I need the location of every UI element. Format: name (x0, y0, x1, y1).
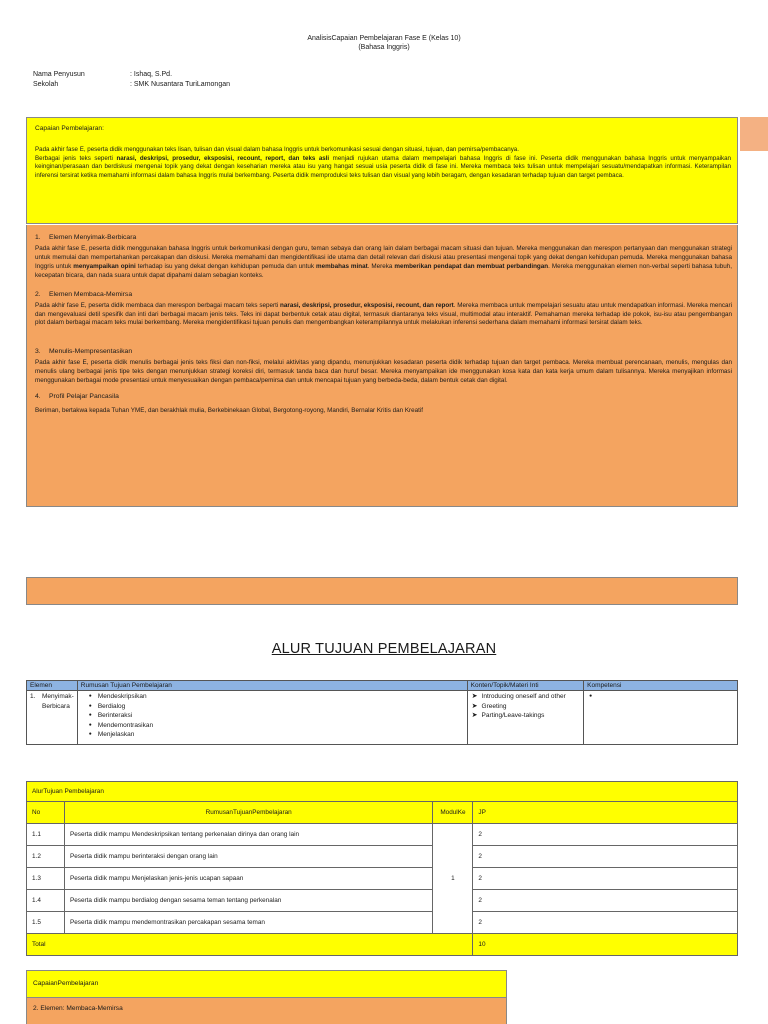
header-no: No (27, 802, 65, 824)
total-jp: 10 (473, 934, 738, 956)
header-elemen: Elemen (27, 681, 78, 691)
title-line-2: (Bahasa Inggris) (358, 44, 410, 51)
header-kompetensi: Kompetensi (584, 681, 738, 691)
s2-part-a: Pada akhir fase E, peserta didik membaca dan merespon berbagai macam teks seperti (35, 301, 281, 309)
list-item: ● Berdialog (99, 702, 464, 712)
elemen-number: 1. (30, 693, 36, 700)
section-4-title: Profil Pelajar Pancasila (49, 393, 119, 401)
bottom-heading: CapaianPembelajaran (27, 971, 506, 998)
section-4-number: 4. (35, 393, 41, 401)
table2-caption: AlurTujuan Pembelajaran (27, 782, 738, 802)
header-rumusan: RumusanTujuanPembelajaran (64, 802, 432, 824)
section-1-heading (35, 233, 732, 242)
list-item: ➤ Greeting (483, 702, 580, 712)
list-item: ● Mendemontrasikan (99, 721, 464, 731)
s1-bold-b: menyampaikan opini (73, 262, 136, 270)
table-total-row (27, 934, 738, 956)
row-no: 1.1 (27, 824, 65, 846)
section-3-heading (35, 347, 732, 356)
table-row (27, 846, 738, 868)
atp-heading: ALUR TUJUAN PEMBELAJARAN (271, 641, 497, 657)
table-row (27, 890, 738, 912)
section-1-title: Elemen Menyimak-Berbicara (49, 234, 137, 241)
penyusun-label: Nama Penyusun (33, 71, 85, 78)
row-jp: 2 (473, 868, 738, 890)
atp-elemen-table (26, 680, 738, 745)
section-2-heading (35, 290, 732, 299)
section-3-text: Pada akhir fase E, peserta didik menulis berbagai jenis teks fiksi dan non-fiksi, melalui aktivitas yang dipandu, menunjukkan kesadaran peserta didik terhadap tujuan dan target pembaca. Mereka membuat perencanaan, menulis, mengulas dan menulis ulang berbagai jenis tipe teks dengan menunjukkan strategi koreksi diri, termasuk tanda baca dan huruf besar. Mereka menyampaikan ide menggunakan kosa kata dan kata kerja umum dalam tulisannya. Mereka menyajikan informasi menggunakan berbagai mode presentasi untuk menyesuaikan dengan pembaca/pemirsa dan untuk mencapai tujuan yang berbeda-beda, dalam bentuk cetak dan digital. (35, 359, 732, 385)
section-4-text: Beriman, bertakwa kepada Tuhan YME, dan berakhlak mulia, Berkebinekaan Global, Bergotong-royong, Mandiri, Bernalar Kritis dan Kreatif (35, 407, 424, 415)
row-text: Peserta didik mampu mendemontrasikan percakapan sesama teman (64, 912, 432, 934)
total-label: Total (27, 934, 473, 956)
side-tab (740, 117, 768, 151)
bottom-elemen: 2. Elemen: Membaca-Memirsa (33, 1005, 123, 1012)
elemen-line-2: Berbicara (42, 702, 70, 710)
section-4-heading (35, 392, 732, 401)
row-no: 1.5 (27, 912, 65, 934)
header-rumusan: Rumusan Tujuan Pembelajaran (77, 681, 467, 691)
table-row (27, 691, 738, 745)
penyusun-value: : Ishaq, S.Pd. (130, 71, 173, 78)
capaian-heading: Capaian Pembelajaran: (35, 125, 104, 132)
modul-cell: 1 (433, 824, 473, 934)
row-jp: 2 (473, 846, 738, 868)
table-row (27, 912, 738, 934)
elemen-cell (27, 691, 78, 745)
atp-modul-table (26, 781, 738, 956)
s1-bold-f: memberikan pendapat dan membuat perbandingan (394, 262, 549, 270)
table-row (27, 868, 738, 890)
table-row (27, 824, 738, 846)
list-item: ● Berinteraksi (99, 711, 464, 721)
s1-part-g: . Mereka menggunakan elemen non-verbal seperti bahasa tubuh, kecepatan bicara, dan nada suara untuk dapat dipahami dalam sebagian konteks. (35, 262, 732, 279)
row-text: Peserta didik mampu berinteraksi dengan orang lain (64, 846, 432, 868)
header-modul: ModulKe (433, 802, 473, 824)
document-title (0, 34, 768, 52)
table-header-row (27, 802, 738, 824)
section-1-text (35, 245, 732, 281)
tujuan-cell (77, 691, 467, 745)
kompetensi-cell (584, 691, 738, 745)
capaian-paragraph-1: Pada akhir fase E, peserta didik menggunakan teks lisan, tulisan dan visual dalam bahasa Inggris untuk berkomunikasi sesuai dengan situasi, tujuan, dan pemirsa/pembacanya. (35, 146, 519, 153)
section-2-text (35, 302, 732, 329)
row-no: 1.4 (27, 890, 65, 912)
row-text: Peserta didik mampu Mendeskripsikan tentang perkenalan dirinya dan orang lain (64, 824, 432, 846)
header-jp: JP (473, 802, 738, 824)
row-text: Peserta didik mampu berdialog dengan sesama teman tentang perkenalan (64, 890, 432, 912)
section-2-title: Elemen Membaca-Memirsa (49, 290, 133, 298)
row-no: 1.2 (27, 846, 65, 868)
s1-bold-d: membahas minat (316, 262, 368, 270)
capaian-box (26, 117, 738, 224)
section-1-number: 1. (35, 234, 41, 241)
s1-part-c: terhadap isu yang dekat dengan kehidupan pemuda dan untuk (135, 262, 317, 270)
section-2-number: 2. (35, 290, 41, 298)
row-jp: 2 (473, 912, 738, 934)
elemen-line-1: Menyimak- (42, 693, 74, 700)
capaian-p2-text: Berbagai jenis teks seperti (35, 154, 117, 162)
capaian-paragraph-2 (35, 155, 731, 181)
table-caption-row (27, 782, 738, 802)
list-item: ● Menjelaskan (99, 730, 464, 740)
row-jp: 2 (473, 824, 738, 846)
elemen-box (26, 225, 738, 507)
section-3-number: 3. (35, 348, 41, 356)
table-header-row (27, 681, 738, 691)
row-no: 1.3 (27, 868, 65, 890)
sekolah-label: Sekolah (33, 81, 59, 88)
sekolah-value: : SMK Nusantara TuriLamongan (130, 81, 230, 88)
list-item: ➤ Parting/Leave-takings (483, 711, 580, 721)
capaian-p2-bold: narasi, deskripsi, prosedur, eksposisi, recount, report, dan teks asli (116, 154, 330, 162)
orange-bar (26, 577, 738, 605)
list-item: ➤ Introducing oneself and other (483, 692, 580, 702)
s2-bold-b: narasi, deskripsi, prosedur, eksposisi, recount, dan report (280, 301, 454, 309)
capaian-p2-text-2: menjadi rujukan utama dalam mempelajari bahasa Inggris di fase ini. Peserta didik menggunakan bahasa Inggris untuk menyampaikan keinginan/perasaan dan berdiskusi mengenai topik yang dekat dengan keseharian mereka atau isu yang hangat sesuai usia peserta didik di fase ini. Mereka membaca teks tulisan untuk mempelajari sesuatu/mendapatkan informasi. Keterampilan inferensi tersirat ketika memahami informasi dalam bahasa Inggris mulai berkembang. Peserta didik memproduksi teks tulisan dan visual yang lebih beragam, dengan kesadaran terhadap tujuan dan target pembaca. (35, 154, 731, 179)
s1-part-a: Pada akhir fase E, peserta didik menggunakan bahasa Inggris untuk berkomunikasi dengan guru, teman sebaya dan orang lain dalam berbagai macam situasi dan tujuan. Mereka menggunakan dan merespon pertanyaan dan menggunakan strategi untuk memulai dan mempertahankan percakapan dan diskusi. Mereka memahami dan mengidentifikasi ide utama dan detail relevan dari diskusi atau presentasi mengenai topik yang dekat dengan kehidupan pemuda. Mereka menggunakan bahasa Inggris untuk (35, 245, 732, 270)
title-line-1: AnalisisCapaian Pembelajaran Fase E (Kelas 10) (307, 35, 461, 42)
s1-part-e: . Mereka (367, 262, 395, 270)
konten-cell (467, 691, 583, 745)
list-item (599, 692, 734, 702)
header-konten: Konten/Topik/Materi Inti (467, 681, 583, 691)
s2-part-c: . Mereka membaca untuk mempelajari sesuatu atau untuk mendapatkan informasi. Mereka mencari dan mengevaluasi detil spesifik dan inti dari berbagai macam jenis teks. Teks ini dapat berbentuk cetak atau digital, termasuk diantaranya teks visual, multimodal atau interaktif. Pemahaman mereka terhadap ide pokok, isu-isu atau pengembangan plot dalam berbagai macam teks mulai berkembang. Mereka mengidentifikasi tujuan penulis dan mengembangkan keterampilannya untuk melakukan inferensi sederhana dalam memahami informasi tersirat dalam teks. (35, 301, 732, 327)
bottom-capaian-box (26, 970, 507, 1024)
row-jp: 2 (473, 890, 738, 912)
list-item: ● Mendeskripsikan (99, 692, 464, 702)
section-3-title: Menulis-Mempresentasikan (49, 348, 133, 356)
row-text: Peserta didik mampu Menjelaskan jenis-jenis ucapan sapaan (64, 868, 432, 890)
